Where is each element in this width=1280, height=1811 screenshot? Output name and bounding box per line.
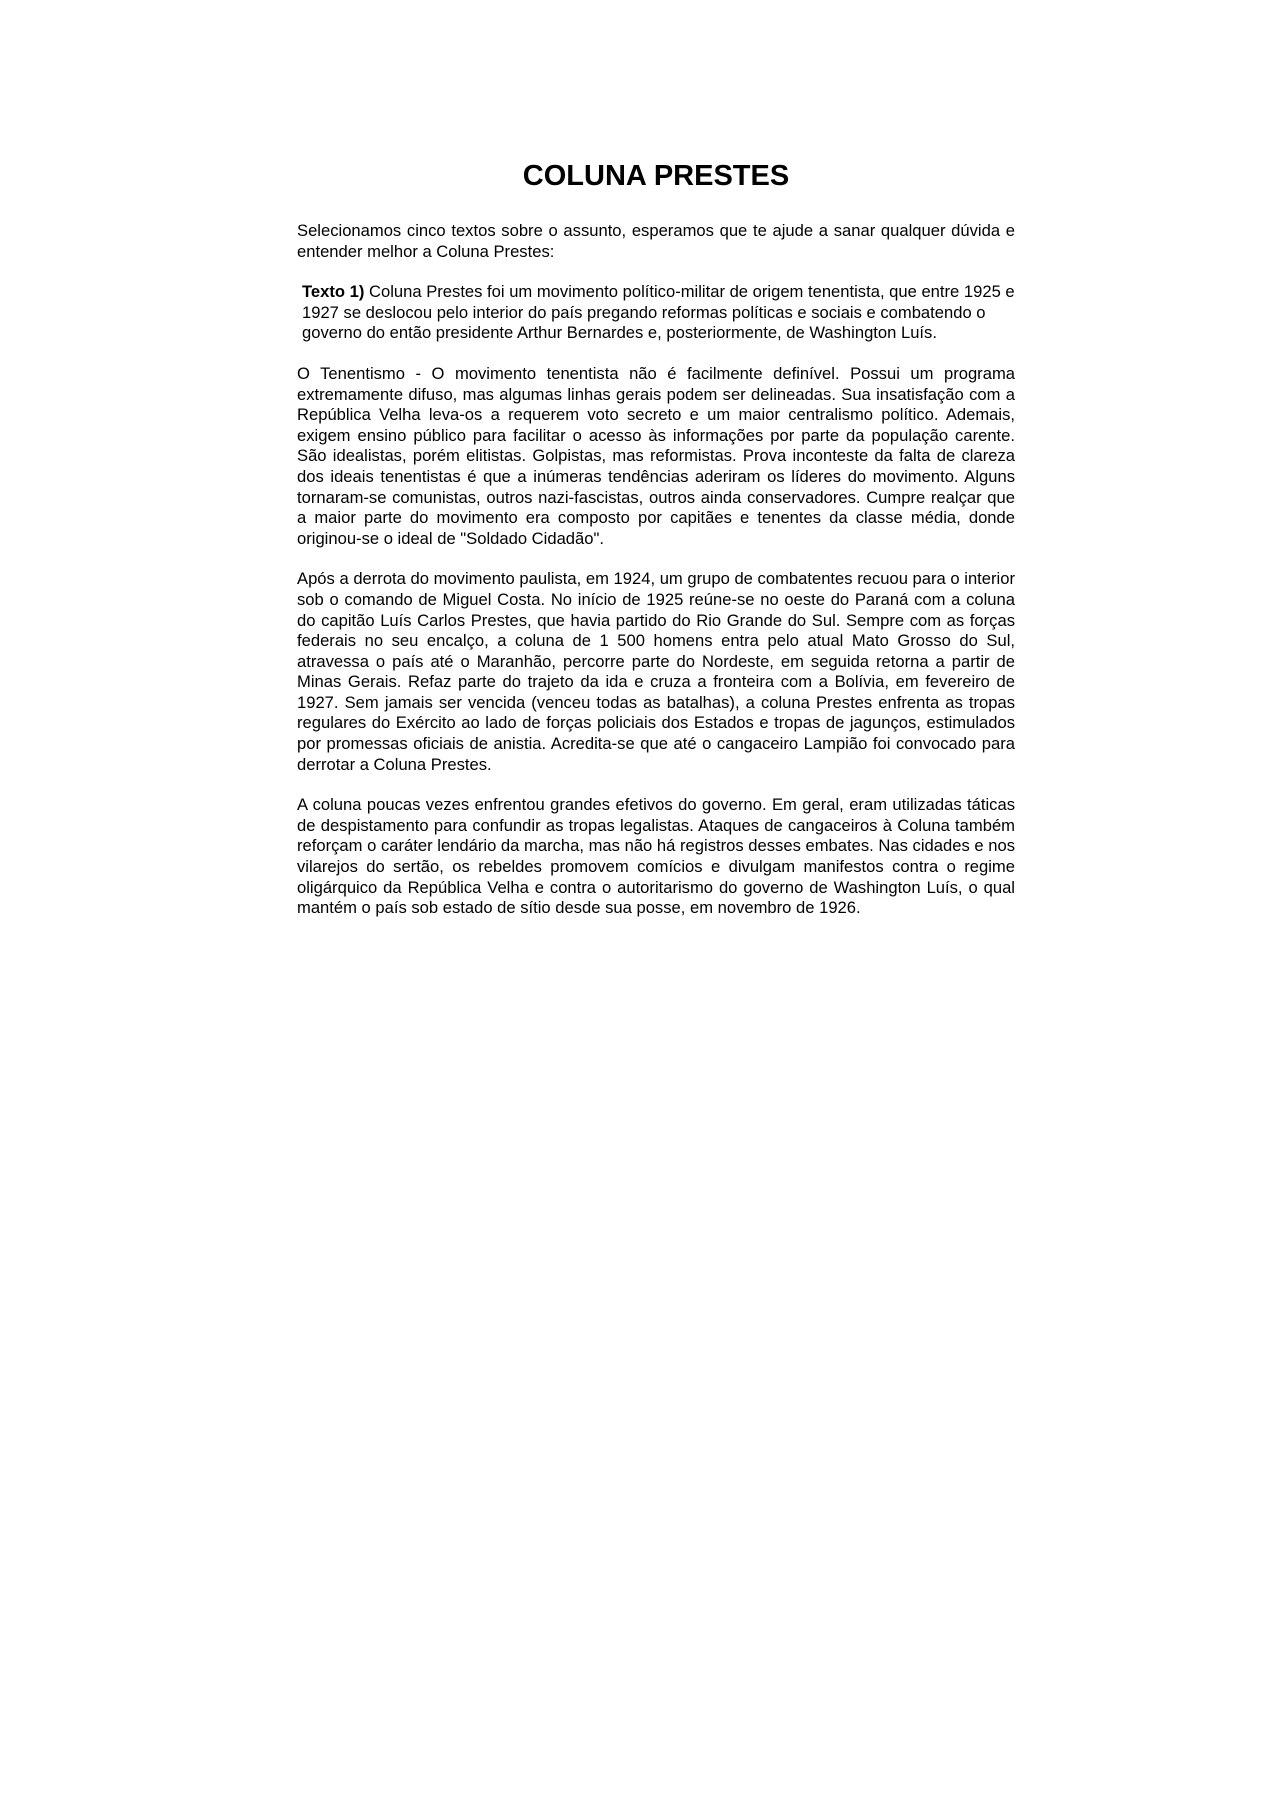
document-page [297, 158, 1015, 939]
texto1-body: Coluna Prestes foi um movimento político-militar de origem tenentista, que entre 1925 e 1927 se deslocou pelo interior do país pregando reformas políticas e sociais e combatendo o governo do então presidente Arthur Bernardes e, posteriormente, de Washington Luís. [302, 282, 1015, 343]
texto1-label: Texto 1) [302, 282, 365, 302]
derrota-paragraph: Após a derrota do movimento paulista, em 1924, um grupo de combatentes recuou para o interior sob o comando de Miguel Costa. No início de 1925 reúne-se no oeste do Paraná com a coluna do capitão Luís Carlos Prestes, que havia partido do Rio Grande do Sul. Sempre com as forças federais no seu encalço, a coluna de 1 500 homens entra pelo atual Mato Grosso do Sul, atravessa o país até o Maranhão, percorre parte do Nordeste, em seguida retorna a partir de Minas Gerais. Refaz parte do trajeto da ida e cruza a fronteira com a Bolívia, em fevereiro de 1927. Sem jamais ser vencida (venceu todas as batalhas), a coluna Prestes enfrenta as tropas regulares do Exército ao lado de forças policiais dos Estados e tropas de jagunços, estimulados por promessas oficiais de anistia. Acredita-se que até o cangaceiro Lampião foi convocado para derrotar a Coluna Prestes. [297, 569, 1015, 774]
intro-paragraph: Selecionamos cinco textos sobre o assunto, esperamos que te ajude a sanar qualquer dúvida e entender melhor a Coluna Prestes: [297, 221, 1015, 261]
tenentismo-paragraph: O Tenentismo - O movimento tenentista não é facilmente definível. Possui um programa extremamente difuso, mas algumas linhas gerais podem ser delineadas. Sua insatisfação com a República Velha leva-os a requerem voto secreto e um maior centralismo político. Ademais, exigem ensino público para facilitar o acesso às informações por parte da população carente. São idealistas, porém elitistas. Golpistas, mas reformistas. Prova inconteste da falta de clareza dos ideais tenentistas é que a inúmeras tendências aderiram os líderes do movimento. Alguns tornaram-se comunistas, outros nazi-fascistas, outros ainda conservadores. Cumpre realçar que a maior parte do movimento era composto por capitães e tenentes da classe média, donde originou-se o ideal de "Soldado Cidadão". [297, 363, 1015, 548]
efetivos-paragraph: A coluna poucas vezes enfrentou grandes efetivos do governo. Em geral, eram utilizadas táticas de despistamento para confundir as tropas legalistas. Ataques de cangaceiros à Coluna também reforçam o caráter lendário da marcha, mas não há registros desses embates. Nas cidades e nos vilarejos do sertão, os rebeldes promovem comícios e divulgam manifestos contra o regime oligárquico da República Velha e contra o autoritarismo do governo de Washington Luís, o qual mantém o país sob estado de sítio desde sua posse, em novembro de 1926. [297, 795, 1015, 918]
page-title: COLUNA PRESTES [522, 160, 790, 192]
texto1-paragraph [297, 282, 1015, 344]
